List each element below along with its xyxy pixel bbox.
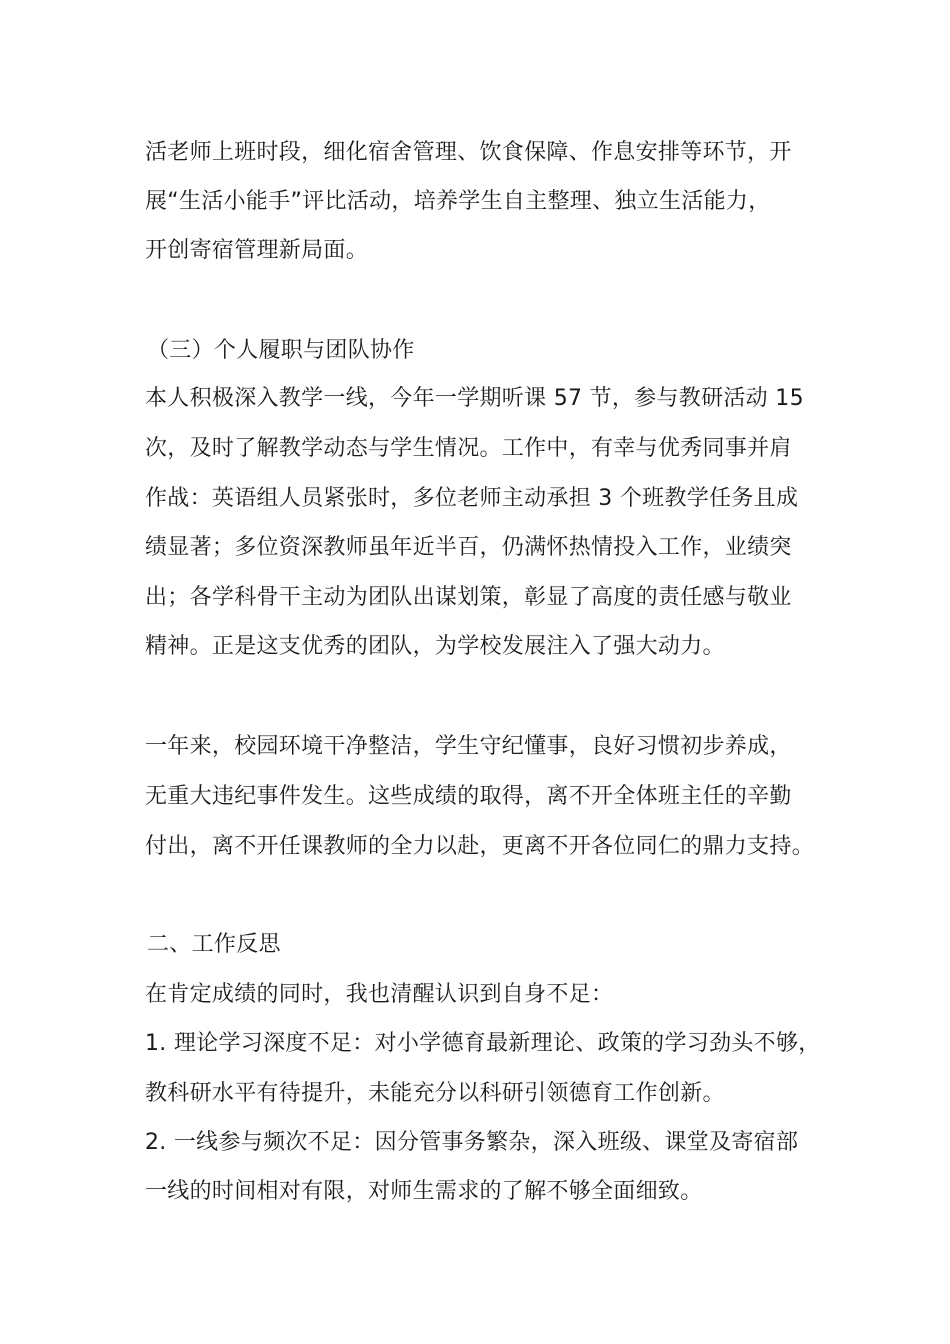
- paragraph-line: 展“生活小能手”评比活动，培养学生自主整理、独立生活能力，: [145, 189, 771, 214]
- list-item: 2. 一线参与频次不足：因分管事务繁杂，深入班级、课堂及寄宿部: [145, 1130, 799, 1155]
- paragraph-line: 开创寄宿管理新局面。: [145, 238, 369, 263]
- paragraph-line: 本人积极深入教学一线，今年一学期听课 57 节，参与教研活动 15: [145, 386, 804, 411]
- paragraph-line: 出；各学科骨干主动为团队出谋划策，彰显了高度的责任感与敬业: [145, 585, 792, 610]
- paragraph-line: 在肯定成绩的同时，我也清醒认识到自身不足：: [145, 982, 614, 1007]
- paragraph-line: 一年来，校园环境干净整洁，学生守纪懂事，良好习惯初步养成，: [145, 734, 792, 759]
- paragraph-line: 作战：英语组人员紧张时，多位老师主动承担 3 个班教学任务且成: [145, 486, 799, 511]
- section-heading: 二、工作反思: [147, 932, 281, 957]
- paragraph-line: 活老师上班时段，细化宿舍管理、饮食保障、作息安排等环节，开: [145, 140, 792, 165]
- paragraph-line: 精神。正是这支优秀的团队，为学校发展注入了强大动力。: [145, 634, 725, 659]
- list-item-continuation: 教科研水平有待提升，未能充分以科研引领德育工作创新。: [145, 1081, 725, 1106]
- paragraph-line: 无重大违纪事件发生。这些成绩的取得，离不开全体班主任的辛勤: [145, 784, 792, 809]
- paragraph-line: 次，及时了解教学动态与学生情况。工作中，有幸与优秀同事并肩: [145, 436, 792, 461]
- paragraph-line: 付出，离不开任课教师的全力以赴，更离不开各位同仁的鼎力支持。: [145, 834, 815, 859]
- section-heading: （三）个人履职与团队协作: [147, 338, 415, 363]
- paragraph-line: 绩显著；多位资深教师虽年近半百，仍满怀热情投入工作，业绩突: [145, 535, 792, 560]
- list-item-continuation: 一线的时间相对有限，对师生需求的了解不够全面细致。: [145, 1179, 703, 1204]
- list-item: 1. 理论学习深度不足：对小学德育最新理论、政策的学习劲头不够，: [145, 1031, 821, 1056]
